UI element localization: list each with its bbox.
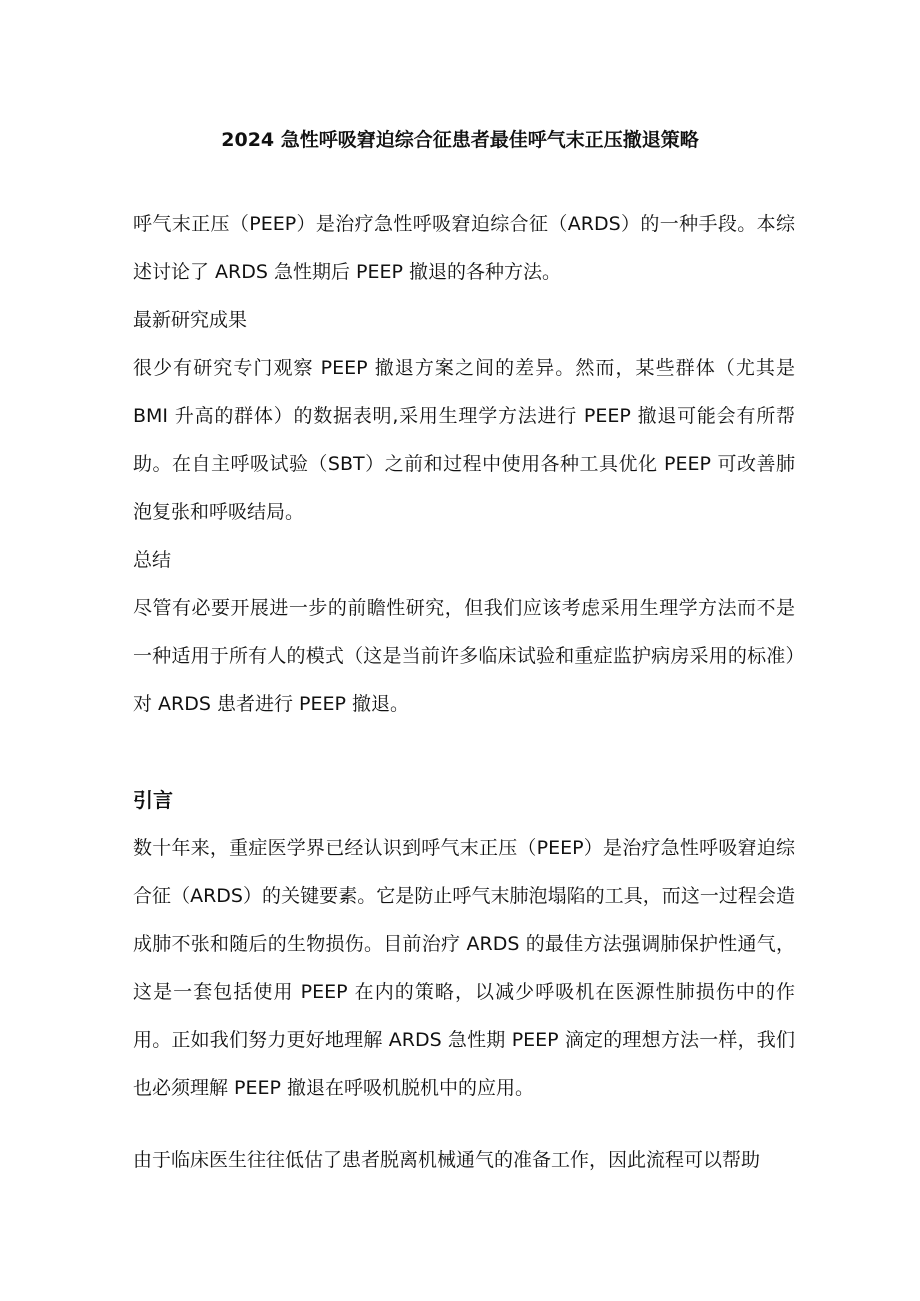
document-title: 2024 急性呼吸窘迫综合征患者最佳呼气末正压撤退策略 — [221, 129, 699, 151]
section-heading-latest-findings: 最新研究成果 — [133, 309, 248, 331]
abstract-paragraph: 呼气末正压（PEEP）是治疗急性呼吸窘迫综合征（ARDS）的一种手段。本综述讨论了 ARDS 急性期后 PEEP 撤退的各种方法。 — [133, 213, 795, 283]
summary-paragraph: 尽管有必要开展进一步的前瞻性研究，但我们应该考虑采用生理学方法而不是一种适用于所有人的模式（这是当前许多临床试验和重症监护病房采用的标准）对 ARDS 患者进行 PEEP 撤退。 — [133, 597, 795, 715]
introduction-paragraph-2: 由于临床医生往往低估了患者脱离机械通气的准备工作，因此流程可以帮助 — [133, 1149, 761, 1171]
introduction-paragraph-1: 数十年来，重症医学界已经认识到呼气末正压（PEEP）是治疗急性呼吸窘迫综合征（ARDS）的关键要素。它是防止呼气末肺泡塌陷的工具，而这一过程会造成肺不张和随后的生物损伤。目前治疗 ARDS 的最佳方法强调肺保护性通气，这是一套包括使用 PEEP 在内的策略，以减少呼吸机在医源性肺损伤中的作用。正如我们努力更好地理解 ARDS 急性期 PEEP 滴定的理想方法一样，我们也必须理解 PEEP 撤退在呼吸机脱机中的应用。 — [133, 837, 795, 1099]
section-heading-summary: 总结 — [133, 549, 172, 571]
latest-findings-paragraph: 很少有研究专门观察 PEEP 撤退方案之间的差异。然而，某些群体（尤其是 BMI 升高的群体）的数据表明,采用生理学方法进行 PEEP 撤退可能会有所帮助。在自主呼吸试验（SBT）之前和过程中使用各种工具优化 PEEP 可改善肺泡复张和呼吸结局。 — [133, 357, 795, 523]
section-heading-introduction: 引言 — [133, 788, 173, 812]
